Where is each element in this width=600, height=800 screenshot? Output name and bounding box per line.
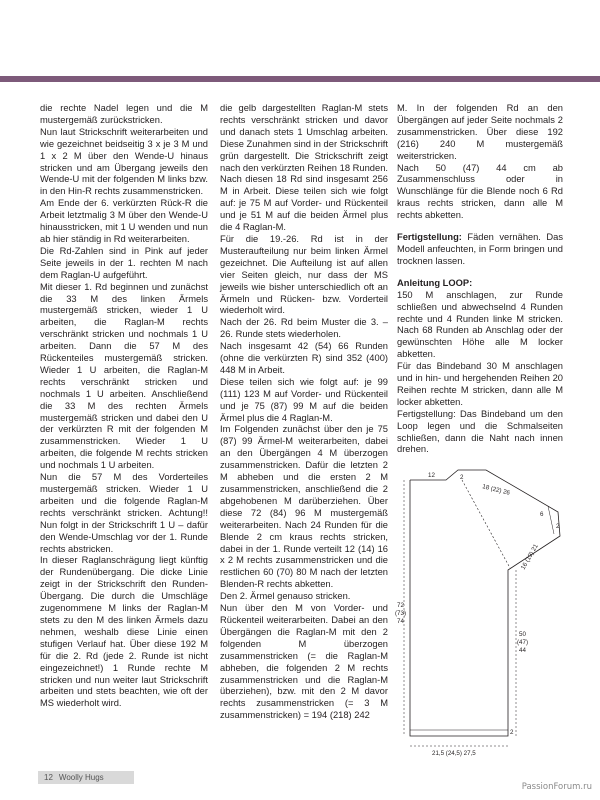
label-bottom-small: 2	[510, 729, 514, 736]
paragraph: die gelb dargestellten Raglan-M stets rechts verschränkt stricken und davor und danach stets 1 Umschlag arbeiten. Diese Zunahmen sind in der Strickschrift grün dargestellt. Die Strickschrift zeigt nach den verkürzten Reihen 18 Runden. Nach diesen 18 Rd sind insgesamt 256 M in Arbeit. Diese teilen sich wie folgt auf: je 75 M auf Vorder- und Rückenteil und je 51 M auf die beiden Ärmel plus die 4 Raglan-M.	[220, 103, 388, 233]
paragraph: Nun laut Strickschrift weiterarbeiten und wie gezeichnet beidseitig 3 x je 3 M und 1 x 2 M über den Wende-U hinaus stricken und am Übergang jeweils den Wende-U mit der folgenden M links bzw. in den Hin-R rechts zusammenstricken.	[40, 126, 208, 197]
loop-heading: Anleitung LOOP:	[397, 277, 473, 288]
label-total-length: 72 (73) 74	[395, 602, 407, 625]
label-bottom-width: 21,5 (24,5) 27,5	[432, 750, 476, 757]
finishing-paragraph	[397, 232, 563, 268]
paragraph: Für das Bindeband 30 M anschlagen und in hin- und hergehenden Reihen 20 Reihen rechte M stricken, dann alle M locker abketten.	[397, 361, 563, 407]
paragraph: 150 M anschlagen, zur Runde schließen und abwechselnd 4 Runden rechte und 4 Runden linke M stricken. Nach 68 Runden ab Anschlag oder der gewünschten Höhe alle M locker abketten.	[397, 289, 563, 360]
paragraph: Fertigstellung: Das Bindeband um den Loop legen und die Schmalseiten schließen, dann die Naht nach innen drehen.	[397, 408, 563, 455]
magazine-name: Woolly Hugs	[58, 773, 104, 782]
paragraph: Nach insgesamt 42 (54) 66 Runden (ohne die verkürzten R) sind 352 (400) 448 M in Arbeit.	[220, 341, 388, 375]
header-blank-area	[0, 0, 600, 76]
paragraph: Am Ende der 6. verkürzten Rück-R die Arbeit letztmalig 3 M über den Wende-U hinausstricken, mit 1 U wenden und nun ab hier ständig in Rd weiterarbeiten.	[40, 198, 208, 244]
paragraph: Nun die 57 M des Vorderteiles mustergemäß stricken. Wieder 1 U arbeiten und die folgende Raglan-M rechts verschränkt stricken. Achtung!! Nun folgt in der Strickschrift 1 U – dafür den Wende-Umschlag vor der 1. Runde rechts abstricken.	[40, 472, 208, 554]
sleeve-cuff-line	[548, 506, 554, 534]
paragraph: Mit dieser 1. Rd beginnen und zunächst die 33 M des linken Ärmels mustergemäß stricken, wieder 1 U arbeiten, die Raglan-M rechts verschränkt stricken und nochmals 1 U arbeiten. Dann die 57 M des Rückenteiles mustergemäß stricken. Wieder 1 U arbeiten, die Raglan-M rechts verschränkt stricken und nochmals 1 U arbeiten. Anschließend die 33 M des rechten Ärmels mustergemäß stricken und dabei den U der verkürzten R mit der folgenden M zusammenstricken. Wieder 1 U arbeiten, die folgende M rechts stricken und nochmals 1 U arbeiten.	[40, 281, 208, 471]
label-sleeve-small: 2	[556, 523, 560, 530]
label-sleeve-end: 6	[540, 511, 544, 518]
page-number: 12	[44, 773, 53, 782]
text-column-3	[397, 103, 563, 456]
paragraph: M. In der folgenden Rd an den Übergängen auf jeder Seite nochmals 2 zusammenstricken. Über diese 192 (216) 240 M mustergemäß weiterstricken.	[397, 103, 563, 161]
watermark: PassionForum.ru	[521, 782, 592, 792]
footer-bar	[38, 771, 134, 784]
label-sleeve-width: 16 (19) 21	[519, 543, 540, 571]
label-top-width: 12	[428, 472, 435, 479]
paragraph: Im Folgenden zunächst über den je 75 (87) 99 Ärmel-M weiterarbeiten, dabei an den Übergängen 4 M überzogen zusammenstricken. Dafür die letzten 2 M abheben und die ersten 2 M zusammenstricken, anschließend die 2 abgehobenen M darüberziehen. Über diese 72 (84) 96 M mustergemäß weiterarbeiten. Nach 24 Runden für die Blende 2 cm kraus rechts stricken, dabei in der 1. Runde verteilt 12 (14) 16 x 2 M rechts zusammenstricken und die restlichen 60 (70) 80 M nach der letzten Blenden-R rechts abketten.	[220, 424, 388, 590]
paragraph: In dieser Raglanschrägung liegt künftig der Rundenübergang. Die dicke Linie zeigt in der Strickschrift den Runden-Übergang. Die durch die Umschläge zugenommene M links der Raglan-M stets zu den M des linken Ärmels dazu nehmen, weshalb diese Linie einen stufigen Verlauf hat. Über diese 192 M für die 2. Rd (jede 2. Runde ist nicht eingezeichnet!) 1 Runde rechte M stricken und nun weiter laut Strickschrift arbeiten und stets beachten, wie oft der MS wiederholt wird.	[40, 555, 208, 709]
paragraph: Nun über den M von Vorder- und Rückenteil weiterarbeiten. Dabei an den Übergängen die Raglan-M mit den 2 folgenden M überzogen zusammenstricken (= die Raglan-M abheben, die folgenden 2 M rechts zusammenstricken und die Raglan-M überziehen), bzw. mit den 2 M davor rechts zusammenstricken (= 3 M zusammenstricken) = 194 (218) 242	[220, 603, 388, 721]
finishing-label: Fertigstellung:	[397, 232, 462, 243]
sweater-schematic	[388, 466, 570, 766]
paragraph: Die Rd-Zahlen sind in Pink auf jeder Seite jeweils in der 1. rechten M nach dem Raglan-U aufgeführt.	[40, 245, 208, 280]
schematic-outline	[410, 470, 560, 736]
label-raglan-length: 18 (22) 26	[481, 483, 511, 497]
paragraph: Nach der 26. Rd beim Muster die 3. – 26. Runde stets wiederholen.	[220, 317, 388, 340]
paragraph: Diese teilen sich wie folgt auf: je 99 (111) 123 M auf Vorder- und Rückenteil und je 75 (87) 99 M auf die beiden Ärmel plus die 4 Raglan-M.	[220, 376, 388, 423]
text-column-1	[40, 103, 208, 710]
label-body-length: 50 (47) 44	[517, 631, 529, 654]
text-column-2	[220, 103, 388, 722]
finishing-text: Fäden vernähen. Das Modell anfeuchten, in Form bringen und trocknen lassen.	[397, 232, 563, 266]
paragraph: Für die 19.-26. Rd ist in der Musteraufteilung nur beim linken Ärmel gezeichnet. Die Aufteilung ist auf allen vier Seiten gleich, nur dass der MS jeweils wie bisher unterschiedlich oft an Ärmeln und Rücken- bzw. Vorderteil wiederholt wird.	[220, 233, 388, 316]
label-top-small: 2	[460, 474, 464, 481]
paragraph: Den 2. Ärmel genauso stricken.	[220, 591, 351, 602]
paragraph: die rechte Nadel legen und die M mustergemäß zurückstricken.	[40, 103, 208, 125]
paragraph: Nach 50 (47) 44 cm ab Zusammenschluss oder in Wunschlänge für die Blende noch 6 Rd kraus rechts stricken, dann alle M rechts abketten.	[397, 162, 563, 221]
header-rule	[0, 76, 600, 82]
